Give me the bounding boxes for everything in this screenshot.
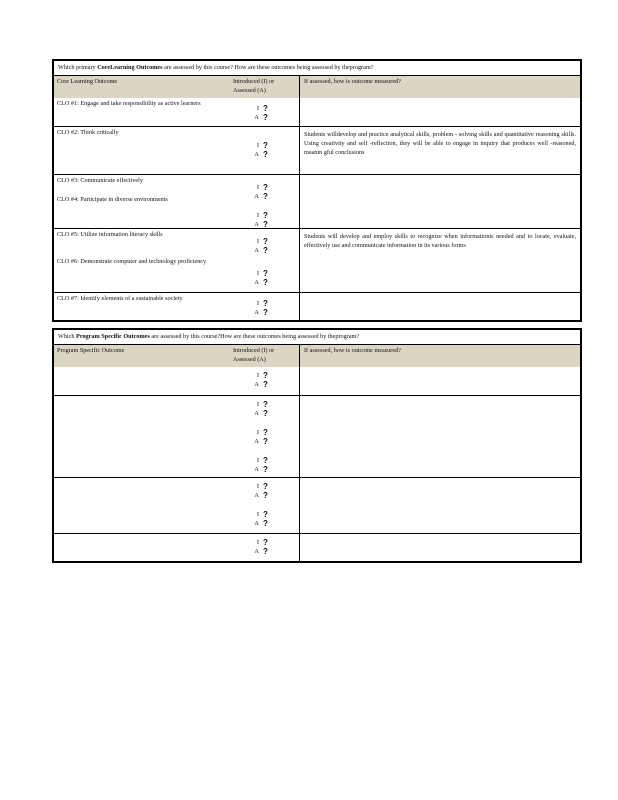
checkbox-glyph: ? — [263, 182, 268, 192]
outcome-label: CLO #7: Identify elements of a sustainable society — [57, 294, 183, 302]
ia-introduced-checkbox[interactable] — [251, 237, 268, 246]
measure-cell[interactable] — [300, 175, 580, 228]
checkbox-glyph: ? — [263, 509, 268, 519]
ia-assessed-checkbox[interactable] — [251, 409, 268, 418]
ia-assessed-checkbox[interactable] — [251, 308, 268, 317]
ia-cell — [231, 293, 300, 320]
ia-introduced-checkbox[interactable] — [251, 104, 268, 113]
ia-letter: I — [256, 510, 259, 518]
checkbox-glyph: ? — [263, 464, 268, 474]
ia-checkbox-group — [233, 299, 297, 317]
measure-cell[interactable] — [300, 534, 580, 561]
outcome-row — [54, 174, 580, 228]
ia-checkbox-group — [233, 269, 297, 287]
checkbox-glyph: ? — [263, 379, 268, 389]
question-bold-text: CoreLearning Outcomes — [97, 64, 163, 71]
question-text: are assessed by this course?How are these outcomes being assessed by theprogram? — [151, 333, 360, 340]
checkbox-glyph: ? — [263, 518, 268, 528]
checkbox-glyph: ? — [263, 149, 268, 159]
ia-assessed-checkbox[interactable] — [251, 150, 268, 159]
ia-checkbox-group — [233, 456, 297, 474]
program-outcomes-question — [54, 330, 580, 345]
outcome-label: CLO #3: Communicate effectively — [57, 176, 143, 184]
core-outcomes-question — [54, 61, 580, 76]
program-outcomes-table — [52, 328, 582, 563]
ia-assessed-checkbox[interactable] — [251, 192, 268, 201]
measure-text: Students will develop and employ skills to recognize when informationis needed and to locate, evaluate, effectively use and communicate information in its various forms — [304, 232, 576, 249]
measure-cell[interactable] — [300, 229, 580, 292]
checkbox-glyph: ? — [263, 427, 268, 437]
ia-letter: I — [256, 269, 259, 277]
ia-letter: A — [254, 465, 259, 473]
checkbox-glyph: ? — [263, 399, 268, 409]
ia-introduced-checkbox[interactable] — [251, 510, 268, 519]
program-outcome-row — [54, 533, 580, 561]
ia-letter: I — [256, 400, 259, 408]
ia-assessed-checkbox[interactable] — [251, 113, 268, 122]
checkbox-glyph: ? — [263, 191, 268, 201]
outcome-cell — [54, 229, 231, 292]
ia-letter: A — [254, 113, 259, 121]
checkbox-glyph: ? — [263, 436, 268, 446]
outcome-cell[interactable] — [54, 534, 231, 561]
measure-cell[interactable] — [300, 396, 580, 477]
outcome-cell[interactable] — [54, 367, 231, 395]
checkbox-glyph: ? — [263, 537, 268, 547]
ia-assessed-checkbox[interactable] — [251, 278, 268, 287]
col-header-ia: Introduced (I) or Assessed (A) — [231, 76, 300, 98]
outcome-label: CLO #2: Think critically — [57, 128, 119, 136]
outcome-row — [54, 126, 580, 174]
ia-letter: A — [254, 519, 259, 527]
ia-letter: A — [254, 192, 259, 200]
ia-checkbox-group — [233, 538, 297, 556]
ia-checkbox-group — [233, 510, 297, 528]
ia-letter: I — [256, 428, 259, 436]
checkbox-glyph: ? — [263, 268, 268, 278]
ia-letter: A — [254, 246, 259, 254]
ia-letter: A — [254, 547, 259, 555]
ia-letter: I — [256, 456, 259, 464]
header-row — [54, 76, 580, 98]
ia-assessed-checkbox[interactable] — [251, 547, 268, 556]
ia-cell — [231, 396, 300, 477]
ia-letter: I — [256, 211, 259, 219]
program-outcome-row — [54, 367, 580, 395]
checkbox-glyph: ? — [263, 481, 268, 491]
checkbox-glyph: ? — [263, 140, 268, 150]
checkbox-glyph: ? — [263, 298, 268, 308]
question-text: are assessed by this course? How are these outcomes being assessed by theprogram? — [164, 64, 374, 71]
checkbox-glyph: ? — [263, 219, 268, 229]
outcome-row — [54, 98, 580, 126]
outcome-label: CLO #1: Engage and take responsibility as active learners — [57, 99, 201, 107]
measure-cell[interactable] — [300, 367, 580, 395]
outcome-label: CLO #4: Participate in diverse environments — [57, 195, 168, 203]
ia-introduced-checkbox[interactable] — [251, 400, 268, 409]
ia-letter: A — [254, 220, 259, 228]
ia-letter: I — [256, 183, 259, 191]
outcome-label: CLO #6: Demonstrate computer and technology proficiency — [57, 257, 207, 265]
ia-letter: A — [254, 409, 259, 417]
ia-assessed-checkbox[interactable] — [251, 380, 268, 389]
col-header-measure: If assessed, how is outcome measured? — [304, 77, 401, 85]
outcome-label: CLO #5: Utilize information literacy skills — [57, 230, 163, 238]
ia-letter: I — [256, 237, 259, 245]
ia-assessed-checkbox[interactable] — [251, 491, 268, 500]
ia-letter: I — [256, 141, 259, 149]
ia-letter: A — [254, 491, 259, 499]
ia-letter: A — [254, 308, 259, 316]
ia-assessed-checkbox[interactable] — [251, 465, 268, 474]
checkbox-glyph: ? — [263, 277, 268, 287]
outcome-cell — [54, 127, 231, 174]
ia-cell — [231, 98, 300, 126]
program-outcome-row — [54, 395, 580, 477]
measure-cell[interactable] — [300, 478, 580, 533]
ia-letter: I — [256, 104, 259, 112]
ia-checkbox-group — [233, 183, 297, 201]
col-header-measure: If assessed, how is outcome measured? — [304, 346, 401, 354]
ia-letter: I — [256, 299, 259, 307]
ia-introduced-checkbox[interactable] — [251, 428, 268, 437]
ia-letter: A — [254, 380, 259, 388]
col-header-outcome: Program Specific Outcome — [57, 346, 125, 354]
ia-letter: A — [254, 278, 259, 286]
ia-introduced-checkbox[interactable] — [251, 482, 268, 491]
checkbox-glyph: ? — [263, 236, 268, 246]
program-outcome-row — [54, 477, 580, 533]
ia-assessed-checkbox[interactable] — [251, 437, 268, 446]
checkbox-glyph: ? — [263, 307, 268, 317]
outcome-cell — [54, 293, 231, 320]
ia-assessed-checkbox[interactable] — [251, 246, 268, 255]
outcome-cell — [54, 98, 231, 126]
ia-assessed-checkbox[interactable] — [251, 220, 268, 229]
measure-cell[interactable] — [300, 98, 580, 126]
ia-cell — [231, 127, 300, 174]
question-text: Which — [58, 333, 75, 340]
checkbox-glyph: ? — [263, 245, 268, 255]
checkbox-glyph: ? — [263, 112, 268, 122]
measure-text: Students willdevelop and practice analytical skills, problem - solving skills and quantitative reasoning skills. Using creativity and self -reflection, they will be able to engage in inquiry that produces well -reasoned, meanin gful conclusions — [304, 130, 576, 156]
ia-checkbox-group — [233, 371, 297, 389]
question-bold-text: Program Specific Outcomes — [76, 333, 150, 340]
ia-checkbox-group — [233, 104, 297, 122]
ia-introduced-checkbox[interactable] — [251, 211, 268, 220]
checkbox-glyph: ? — [263, 210, 268, 220]
ia-introduced-checkbox[interactable] — [251, 269, 268, 278]
ia-cell — [231, 175, 300, 228]
ia-cell — [231, 229, 300, 292]
outcome-cell[interactable] — [54, 478, 231, 533]
ia-introduced-checkbox[interactable] — [251, 456, 268, 465]
ia-letter: A — [254, 437, 259, 445]
core-outcomes-table — [52, 59, 582, 322]
outcome-row — [54, 228, 580, 292]
outcome-row — [54, 292, 580, 320]
col-header-ia: Introduced (I) or Assessed (A) — [231, 345, 300, 367]
ia-cell — [231, 534, 300, 561]
ia-checkbox-group — [233, 482, 297, 500]
measure-cell[interactable] — [300, 293, 580, 320]
outcome-cell[interactable] — [54, 396, 231, 477]
header-row — [54, 345, 580, 367]
ia-introduced-checkbox[interactable] — [251, 371, 268, 380]
ia-letter: A — [254, 150, 259, 158]
ia-letter: I — [256, 482, 259, 490]
checkbox-glyph: ? — [263, 546, 268, 556]
ia-cell — [231, 367, 300, 395]
col-header-outcome: Core Learning Outcome — [57, 77, 118, 85]
ia-checkbox-group — [233, 141, 297, 159]
ia-introduced-checkbox[interactable] — [251, 299, 268, 308]
outcome-cell — [54, 175, 231, 228]
ia-cell — [231, 478, 300, 533]
ia-introduced-checkbox[interactable] — [251, 141, 268, 150]
ia-letter: I — [256, 371, 259, 379]
ia-checkbox-group — [233, 428, 297, 446]
checkbox-glyph: ? — [263, 103, 268, 113]
ia-checkbox-group — [233, 237, 297, 255]
ia-letter: I — [256, 538, 259, 546]
ia-assessed-checkbox[interactable] — [251, 519, 268, 528]
checkbox-glyph: ? — [263, 370, 268, 380]
ia-checkbox-group — [233, 400, 297, 418]
ia-checkbox-group — [233, 211, 297, 229]
checkbox-glyph: ? — [263, 455, 268, 465]
measure-cell[interactable] — [300, 127, 580, 174]
ia-introduced-checkbox[interactable] — [251, 538, 268, 547]
question-text: Which primary — [58, 64, 96, 71]
ia-introduced-checkbox[interactable] — [251, 183, 268, 192]
checkbox-glyph: ? — [263, 408, 268, 418]
checkbox-glyph: ? — [263, 490, 268, 500]
